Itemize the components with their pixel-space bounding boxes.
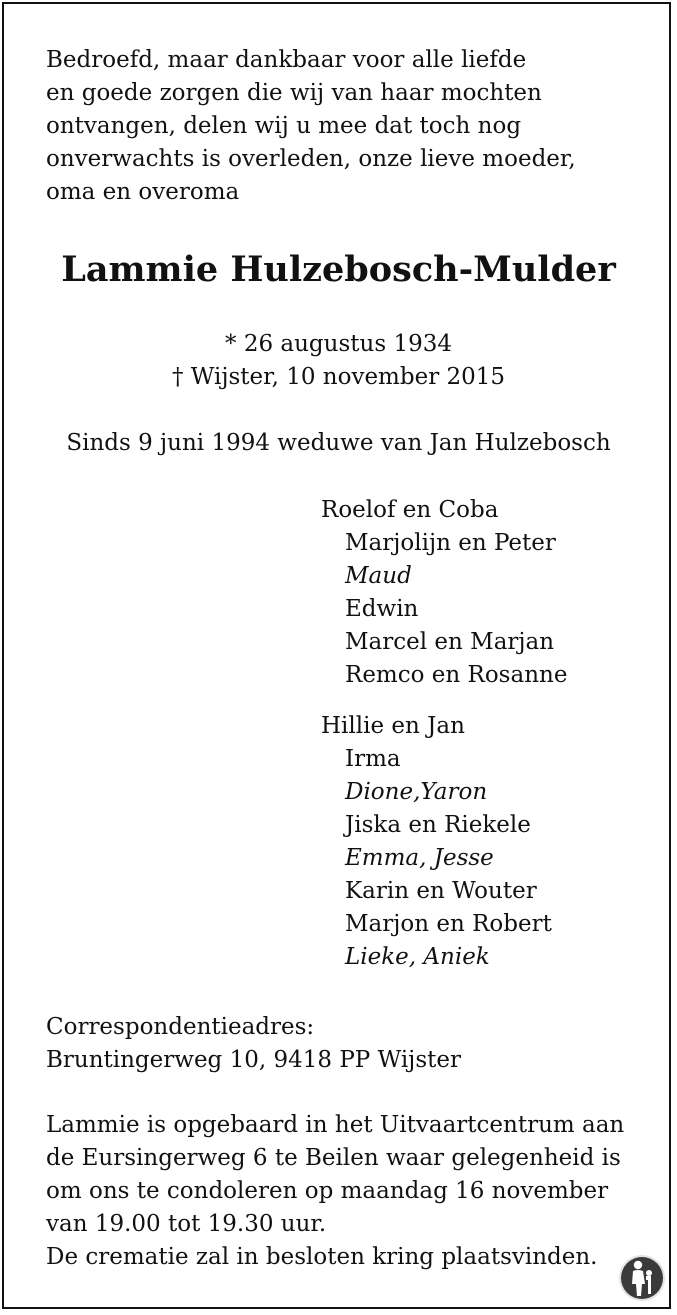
family-member: Jiska en Riekele	[345, 812, 531, 838]
correspondence-label: Correspondentieadres:	[46, 1014, 315, 1040]
family-member: Maud	[345, 563, 412, 589]
closing-text	[46, 1109, 624, 1274]
family-head: Roelof en Coba	[321, 497, 499, 523]
family-member: Marjolijn en Peter	[345, 530, 556, 556]
family-head: Hillie en Jan	[321, 713, 465, 739]
family-member: Marcel en Marjan	[345, 629, 555, 655]
intro-text	[46, 44, 576, 209]
family-member: Irma	[345, 746, 401, 772]
family-member: Emma, Jesse	[345, 845, 494, 871]
family-member: Dione,Yaron	[345, 779, 488, 805]
closing-line: Lammie is opgebaard in het Uitvaartcentrum aan	[46, 1112, 625, 1138]
closing-line: De crematie zal in besloten kring plaatsvinden.	[46, 1244, 598, 1270]
intro-line: Bedroefd, maar dankbaar voor alle liefde	[46, 47, 527, 73]
closing-line: de Eursingerweg 6 te Beilen waar gelegenheid is	[46, 1145, 621, 1171]
intro-line: oma en overoma	[46, 179, 240, 205]
family-member: Marjon en Robert	[345, 911, 552, 937]
death-date: † Wijster, 10 november 2015	[171, 364, 506, 390]
family-member: Karin en Wouter	[345, 878, 537, 904]
birth-date: * 26 augustus 1934	[225, 331, 452, 357]
correspondence-block	[46, 1011, 461, 1077]
intro-line: en goede zorgen die wij van haar mochten	[46, 80, 542, 106]
correspondence-address: Bruntingerweg 10, 9418 PP Wijster	[46, 1047, 461, 1073]
intro-line: ontvangen, delen wij u mee dat toch nog	[46, 113, 522, 139]
family-group	[321, 710, 552, 974]
closing-line: van 19.00 tot 19.30 uur.	[46, 1211, 327, 1237]
widow-line: Sinds 9 juni 1994 weduwe van Jan Hulzebosch	[66, 430, 611, 456]
memorial-person-icon	[618, 1254, 666, 1302]
family-group	[321, 494, 567, 692]
family-member: Lieke, Aniek	[345, 944, 490, 970]
intro-line: onverwachts is overleden, onze lieve moeder,	[46, 146, 576, 172]
family-member: Edwin	[345, 596, 419, 622]
closing-line: om ons te condoleren op maandag 16 november	[46, 1178, 609, 1204]
family-member: Remco en Rosanne	[345, 662, 568, 688]
deceased-name: Lammie Hulzebosch-Mulder	[61, 249, 616, 290]
